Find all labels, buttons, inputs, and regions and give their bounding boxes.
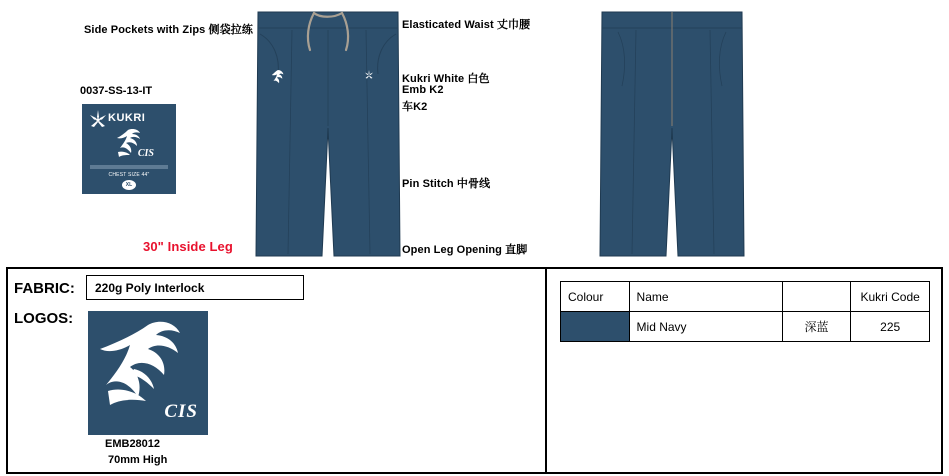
tag-bar <box>90 165 168 169</box>
annotation-che-k2: 车K2 <box>402 101 428 113</box>
annotation-kukri-white: Kukri White 白色 <box>402 73 490 85</box>
annotation-pin-stitch: Pin Stitch 中骨线 <box>402 178 491 190</box>
logos-label: LOGOS: <box>14 310 74 327</box>
logo-swatch <box>88 311 208 435</box>
annotation-side-pockets: Side Pockets with Zips 侧袋拉练 <box>84 24 253 36</box>
annotation-inside-leg: 30" Inside Leg <box>143 239 233 254</box>
header-name: Name <box>629 282 782 312</box>
cis-bird-icon-small <box>82 124 176 170</box>
tag-brand: KUKRI <box>108 112 146 124</box>
vertical-divider <box>545 267 547 474</box>
frame-bottom <box>6 472 943 474</box>
frame-right <box>941 267 943 474</box>
logo-club-text: CIS <box>164 401 198 422</box>
fabric-label: FABRIC: <box>14 280 75 297</box>
colour-name-cn: 深蓝 <box>782 312 851 342</box>
annotation-elasticated-waist: Elasticated Waist 丈巾腰 <box>402 19 531 31</box>
colour-swatch <box>561 312 630 342</box>
table-header-row <box>561 282 930 312</box>
annotation-emb-k2: Emb K2 <box>402 84 444 96</box>
pants-back-illustration <box>592 8 752 260</box>
pants-front-illustration <box>248 8 408 260</box>
section-divider <box>6 267 943 269</box>
colour-code: 225 <box>851 312 930 342</box>
tag-chest-size: CHEST SIZE 44" <box>108 172 150 178</box>
header-colour: Colour <box>561 282 630 312</box>
style-code: 0037-SS-13-IT <box>80 85 153 97</box>
fabric-value: 220g Poly Interlock <box>86 275 304 300</box>
frame-left <box>6 267 8 474</box>
logo-height: 70mm High <box>108 454 168 466</box>
colour-table <box>560 281 930 342</box>
annotation-open-leg: Open Leg Opening 直脚 <box>402 244 528 256</box>
tag-size: XL <box>122 180 136 190</box>
tag-club: CIS <box>137 148 154 159</box>
size-label-swatch <box>82 104 176 194</box>
logo-code: EMB28012 <box>105 438 161 450</box>
header-name-cn <box>782 282 851 312</box>
header-kukri-code: Kukri Code <box>851 282 930 312</box>
colour-name: Mid Navy <box>629 312 782 342</box>
table-row <box>561 312 930 342</box>
